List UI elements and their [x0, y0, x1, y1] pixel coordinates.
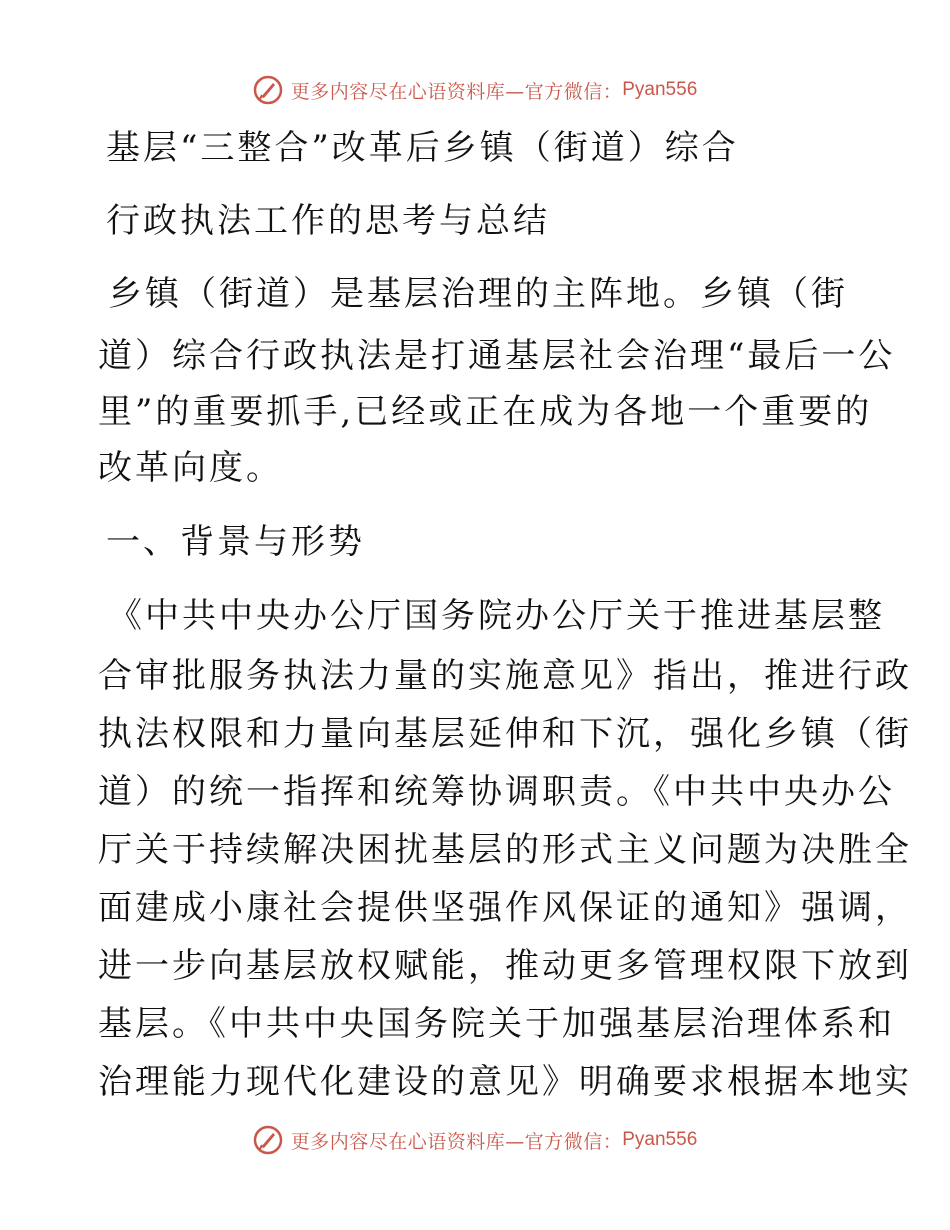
quill-logo-icon — [253, 1125, 283, 1155]
quill-logo-icon — [253, 75, 283, 105]
intro-line-3: 里”的重要抓手,已经或正在成为各地一个重要的 — [98, 392, 873, 432]
body-line-8: 基层。《中共中央国务院关于加强基层治理体系和 — [98, 1004, 895, 1044]
watermark-text: 更多内容尽在心语资料库—官方微信： — [290, 1130, 623, 1153]
intro-line-1: 乡镇（街道）是基层治理的主阵地。乡镇（街 — [108, 274, 848, 314]
intro-line-4: 改革向度。 — [98, 448, 283, 488]
body-line-9: 治理能力现代化建设的意见》明确要求根据本地实 — [98, 1062, 912, 1102]
document-title-line-2: 行政执法工作的思考与总结 — [106, 201, 550, 241]
body-line-7: 进一步向基层放权赋能，推动更多管理权限下放到 — [98, 946, 912, 986]
watermark-contact: Pyan556 — [622, 79, 698, 100]
body-line-5: 厅关于持续解决困扰基层的形式主义问题为决胜全 — [98, 830, 912, 870]
watermark-banner-top — [0, 70, 950, 110]
document-title-line-1: 基层“三整合”改革后乡镇（街道）综合 — [106, 128, 739, 168]
intro-line-2: 道）综合行政执法是打通基层社会治理“最后一公 — [98, 336, 896, 376]
body-line-6: 面建成小康社会提供坚强作风保证的通知》强调， — [98, 888, 912, 928]
section-heading: 一、背景与形势 — [106, 522, 365, 562]
body-line-1: 《中共中央办公厅国务院办公厅关于推进基层整 — [108, 596, 885, 636]
watermark-banner-bottom — [0, 1120, 950, 1160]
watermark-contact: Pyan556 — [622, 1129, 698, 1150]
body-line-3: 执法权限和力量向基层延伸和下沉，强化乡镇（街 — [98, 714, 912, 754]
body-line-2: 合审批服务执法力量的实施意见》指出，推进行政 — [98, 656, 912, 696]
watermark-text: 更多内容尽在心语资料库—官方微信： — [290, 80, 623, 103]
body-line-4: 道）的统一指挥和统筹协调职责。《中共中央办公 — [98, 772, 895, 812]
